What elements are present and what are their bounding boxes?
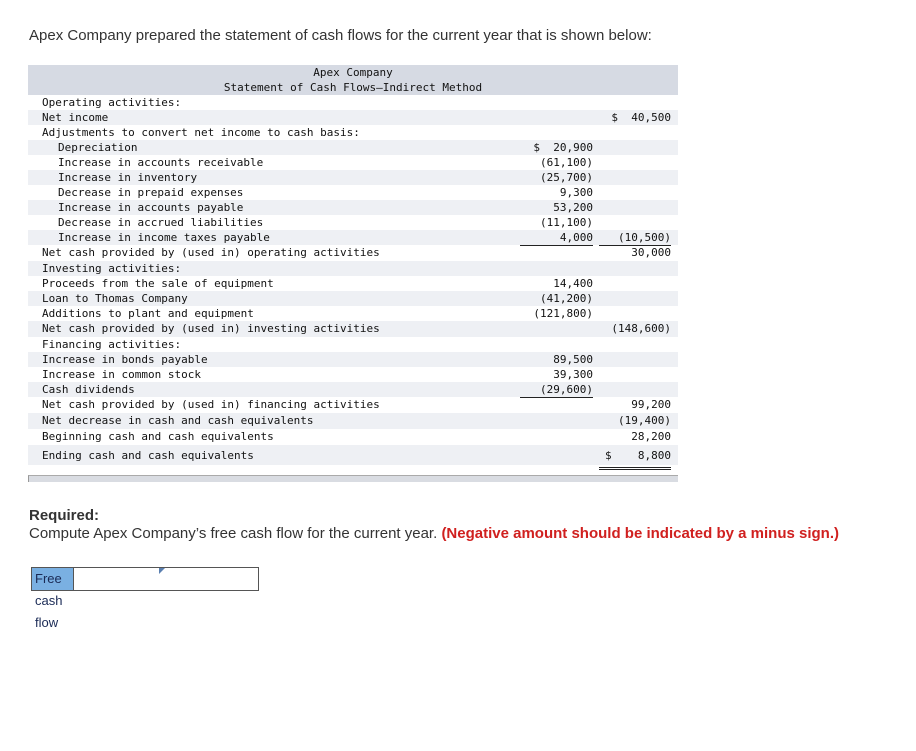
- table-row: Additions to plant and equipment (121,800): [42, 307, 593, 320]
- negative-sign-note: (Negative amount should be indicated by a minus sign.): [441, 525, 839, 542]
- table-row: Net income $ 40,500: [28, 110, 678, 125]
- cash-flow-statement: [28, 65, 678, 482]
- required-instructions: Compute Apex Company’s free cash flow for the current year. (Negative amount should be indicated by a minus sign.): [29, 525, 839, 542]
- table-row: Increase in inventory (25,700): [28, 170, 678, 185]
- table-row: Net cash provided by (used in) investing activities (148,600): [28, 321, 678, 337]
- free-cash-flow-label: Free cash flow: [32, 568, 73, 590]
- table-row: Net cash provided by (used in) financing activities 99,200: [42, 398, 671, 411]
- table-row: Operating activities:: [42, 96, 182, 109]
- table-row: Increase in bonds payable 89,500: [28, 352, 678, 367]
- table-row: Loan to Thomas Company (41,200): [28, 291, 678, 306]
- statement-footer-bar: [28, 475, 678, 482]
- statement-header: [28, 65, 678, 95]
- answer-table: [31, 567, 259, 630]
- statement-title: Statement of Cash Flows—Indirect Method: [223, 81, 483, 94]
- table-row: Proceeds from the sale of equipment 14,400: [42, 277, 593, 290]
- ending-cash-value: $ 8,800: [599, 445, 671, 470]
- table-row: Cash dividends (29,600): [28, 382, 678, 397]
- table-row: Increase in accounts receivable (61,100): [58, 156, 593, 169]
- company-name: Apex Company: [313, 66, 393, 79]
- table-row: Financing activities:: [42, 338, 182, 351]
- table-row: Increase in accounts payable 53,200: [28, 200, 678, 215]
- table-row: Adjustments to convert net income to cash basis:: [42, 126, 360, 139]
- required-title: Required:: [29, 507, 100, 524]
- table-row: Depreciation $ 20,900: [28, 140, 678, 155]
- intro-text: Apex Company prepared the statement of cash flows for the current year that is shown below:: [29, 27, 652, 44]
- table-row: Investing activities:: [28, 261, 678, 276]
- table-row: Increase in income taxes payable 4,000 (10,500): [28, 230, 678, 245]
- table-row: Decrease in accrued liabilities (11,100): [58, 216, 593, 229]
- free-cash-flow-input[interactable]: [73, 568, 258, 590]
- table-row: Ending cash and cash equivalents $ 8,800: [28, 445, 678, 465]
- table-row: Beginning cash and cash equivalents 28,200: [28, 429, 678, 445]
- required-section: [29, 507, 839, 543]
- table-row: Increase in common stock 39,300: [42, 368, 593, 381]
- table-row: Decrease in prepaid expenses 9,300: [58, 186, 593, 199]
- table-row: Net decrease in cash and cash equivalents (19,400): [28, 413, 678, 429]
- cell-corner-marker: [159, 568, 165, 574]
- table-row: Net cash provided by (used in) operating activities 30,000: [42, 246, 671, 259]
